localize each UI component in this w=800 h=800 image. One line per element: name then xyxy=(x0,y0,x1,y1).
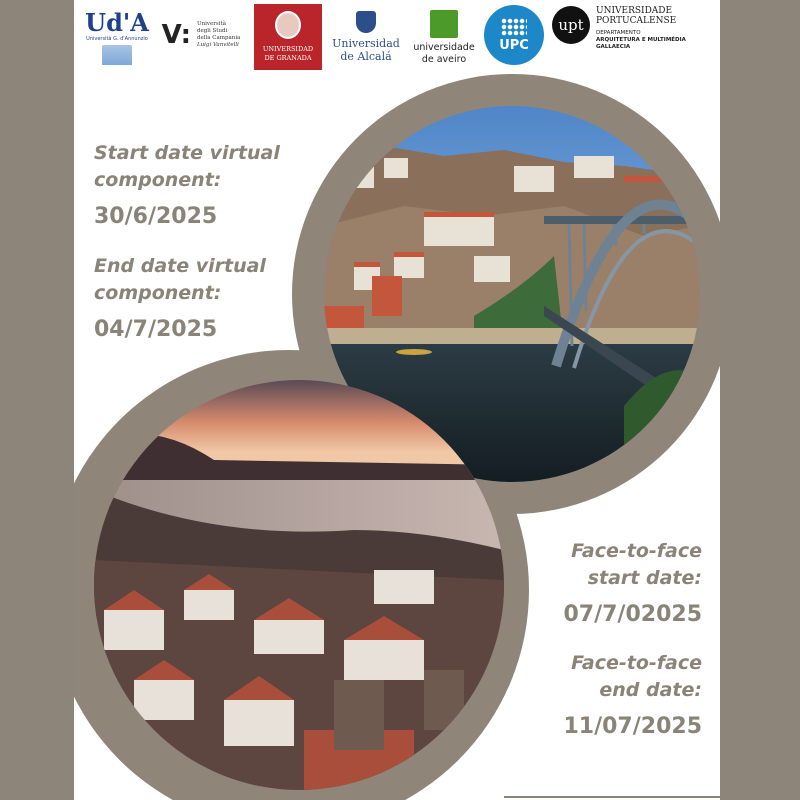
uda-logo-text: Ud'A xyxy=(85,7,149,37)
f2f-start-date: 07/7/02025 xyxy=(563,602,702,627)
f2f-end-label-line-2: end date: xyxy=(599,679,702,701)
virtual-start-date: 30/6/2025 xyxy=(94,204,218,229)
poster xyxy=(74,0,720,800)
upt-dept-2: ARQUITETURA E MULTIMÉDIA xyxy=(596,37,686,43)
f2f-end-date: 11/07/2025 xyxy=(563,714,702,739)
upc-dots-icon xyxy=(501,18,527,36)
f2f-start-label-line-1: Face-to-face xyxy=(571,540,702,562)
virtual-end-label-line-1: End date virtual xyxy=(94,255,266,277)
f2f-start-label xyxy=(571,538,702,592)
upc-text: UPC xyxy=(499,37,529,53)
vanvitelli-text xyxy=(197,21,240,49)
vanvitelli-line-3: della Campania xyxy=(196,35,241,41)
uda-logo xyxy=(84,4,150,70)
vanvitelli-line-1: Università xyxy=(196,21,226,27)
upt-mark-circle xyxy=(552,6,590,44)
granada-line-2: DE GRANADA xyxy=(264,54,312,62)
virtual-start-label-line-1: Start date virtual xyxy=(94,142,280,164)
riverside-town-illustration xyxy=(94,380,504,790)
upt-mark-text: upt xyxy=(558,16,584,34)
riverside-town-photo xyxy=(94,380,504,790)
upt-dept-1: DEPARTAMENTO xyxy=(596,30,641,36)
alcala-line-1: Universidad xyxy=(332,37,400,50)
aveiro-tower-icon xyxy=(430,10,458,38)
vanvitelli-line-4: Luigi Vanvitelli xyxy=(196,42,239,48)
granada-crest-icon xyxy=(275,11,301,39)
virtual-start-label xyxy=(94,140,280,194)
alcala-crest-icon xyxy=(356,11,376,33)
virtual-start-label-line-2: component: xyxy=(94,169,222,191)
upt-name-2: PORTUCALENSE xyxy=(596,16,677,26)
upt-dept-3: GALLAECIA xyxy=(596,44,631,50)
upt-name-1: UNIVERSIDADE xyxy=(596,6,673,16)
virtual-end-date: 04/7/2025 xyxy=(94,317,218,342)
upc-logo xyxy=(484,5,544,65)
upt-logo xyxy=(552,6,718,66)
aveiro-line-2: de aveiro xyxy=(421,54,467,65)
f2f-end-label xyxy=(571,650,702,704)
vanvitelli-mark: V: xyxy=(161,20,191,50)
aveiro-logo xyxy=(410,6,478,70)
f2f-end-label-line-1: Face-to-face xyxy=(571,652,702,674)
upt-text xyxy=(596,6,686,51)
f2f-start-label-line-2: start date: xyxy=(587,567,702,589)
virtual-end-label xyxy=(94,253,266,307)
alcala-logo xyxy=(328,6,404,68)
vanvitelli-line-2: degli Studi xyxy=(196,28,228,34)
aveiro-line-1: universidade xyxy=(413,42,475,53)
virtual-end-label-line-2: component: xyxy=(94,282,222,304)
bottom-rule xyxy=(504,796,720,798)
vanvitelli-logo xyxy=(156,10,246,60)
uda-column-icon xyxy=(102,45,132,65)
granada-line-1: UNIVERSIDAD xyxy=(262,45,314,53)
uda-logo-subtitle: Università G. d'Annunzio xyxy=(86,35,148,42)
granada-logo xyxy=(254,4,322,70)
alcala-line-2: de Alcalá xyxy=(340,50,392,63)
